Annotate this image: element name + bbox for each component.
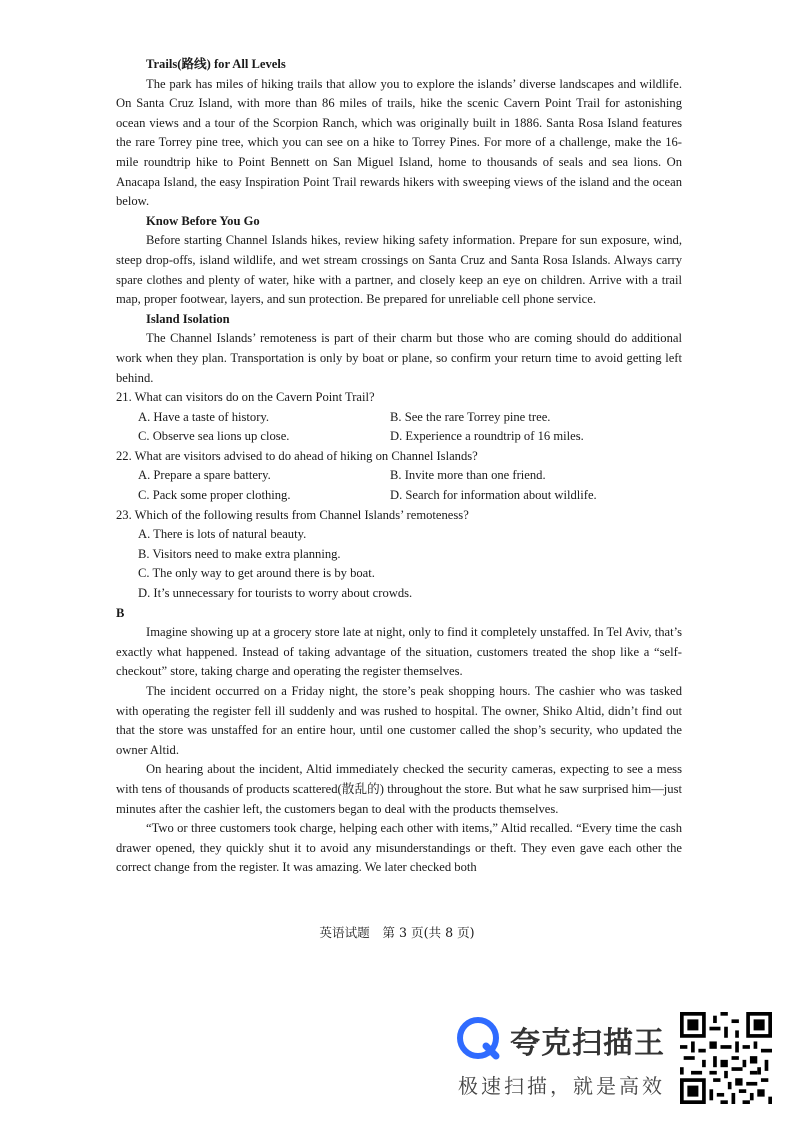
passage-b-paragraph-4: “Two or three customers took charge, helping each other with items,” Altid recalled. “Every time the cash drawer opened, they quickly shut it to avoid any misunderstandings or theft. They even gave each other the correct change from the register. It was amazing. We later checked both — [116, 821, 682, 875]
section-b-label: B — [116, 605, 125, 620]
option-b: B. Visitors need to make extra planning. — [138, 546, 341, 561]
page-footer: 英语试题 第 3 页(共 8 页) — [319, 925, 475, 940]
isolation-heading: Island Isolation — [146, 311, 230, 326]
option-c: C. The only way to get around there is by boat. — [138, 566, 375, 581]
question-stem: 22. What are visitors advised to do ahead of hiking on Channel Islands? — [116, 448, 478, 463]
option-c: C. Observe sea lions up close. — [138, 429, 290, 444]
question-stem: 21. What can visitors do on the Cavern Point Trail? — [116, 390, 375, 405]
know-paragraph: Before starting Channel Islands hikes, review hiking safety information. Prepare for sun exposure, wind, steep drop-offs, island wildlife, and wet stream crossings on Santa Cruz and Santa Rosa Islands. Always carry spare clothes and plenty of water, hike with a partner, and closely keep an eye on children. Arrive with a trail map, proper footwear, layers, and sun protection. Be prepared for unreliable cell phone service. — [116, 233, 682, 307]
option-d: D. Experience a roundtrip of 16 miles. — [390, 429, 584, 444]
watermark-subtitle: 极速扫描，就是高效 — [458, 1074, 665, 1098]
options-grid — [116, 408, 682, 447]
trails-paragraph: The park has miles of hiking trails that allow you to explore the islands’ diverse landscapes and wildlife. On Santa Cruz Island, with more than 86 miles of trails, hike the scenic Cavern Point Trail for astonishing ocean views and a tour of the Scorpion Ranch, which was originally built in 1886. Santa Rosa Island features the rare Torrey pine tree, which you can see on a hike to Torrey Pines. For more of a challenge, make the 16-mile roundtrip hike to Point Bennett on San Miguel Island, home to thousands of seals and sea lions. On Anacapa Island, the easy Inspiration Point Trail rewards hikers with sweeping views of the island and the ocean below. — [116, 76, 682, 209]
passage-b-paragraph-1: Imagine showing up at a grocery store late at night, only to find it completely unstaffed. In Tel Aviv, that’s exactly what happened. Instead of taking advantage of the situation, customers treated the shop like a “self-checkout” store, taking charge and operating the register themselves. — [116, 625, 682, 679]
option-a: A. Prepare a spare battery. — [138, 468, 271, 483]
question-stem: 23. Which of the following results from Channel Islands’ remoteness? — [116, 507, 469, 522]
option-d: D. Search for information about wildlife. — [390, 488, 597, 503]
question-22 — [116, 447, 682, 506]
quark-logo-icon — [456, 1016, 500, 1060]
options-grid — [116, 466, 682, 505]
trails-heading: Trails(路线) for All Levels — [146, 57, 286, 71]
option-b: B. See the rare Torrey pine tree. — [390, 409, 551, 424]
option-b: B. Invite more than one friend. — [390, 468, 546, 483]
isolation-paragraph: The Channel Islands’ remoteness is part of their charm but those who are coming should do additional work when they plan. Transportation is only by boat or plane, so confirm your return time to avoid getting left behind. — [116, 331, 682, 385]
option-d: D. It’s unnecessary for tourists to worry about crowds. — [138, 586, 413, 601]
options-list — [116, 525, 682, 603]
passage-b-paragraph-2: The incident occurred on a Friday night, the store’s peak shopping hours. The cashier who was tasked with operating the register fell ill suddenly and was rushed to hospital. The owner, Shiko Altid, didn’t find out that the store was unstaffed for an entire hour, until one customer called the shop’s security, who updated the owner Altid. — [116, 684, 682, 757]
option-c: C. Pack some proper clothing. — [138, 488, 291, 503]
question-23 — [116, 506, 682, 604]
watermark-title: 夸克扫描王 — [510, 1026, 665, 1061]
know-heading: Know Before You Go — [146, 213, 260, 228]
option-a: A. Have a taste of history. — [138, 409, 270, 424]
option-a: A. There is lots of natural beauty. — [138, 527, 307, 542]
question-21 — [116, 388, 682, 447]
passage-b-paragraph-3: On hearing about the incident, Altid immediately checked the security cameras, expecting to see a mess with tens of thousands of products scattered(散乱的) throughout the store. But what he saw surprised him—just minutes after the cashier left, the customers began to deal with the products themselves. — [116, 762, 682, 816]
qr-code-icon — [680, 1012, 772, 1104]
scanner-watermark — [456, 1012, 676, 1102]
article-content — [116, 55, 682, 878]
